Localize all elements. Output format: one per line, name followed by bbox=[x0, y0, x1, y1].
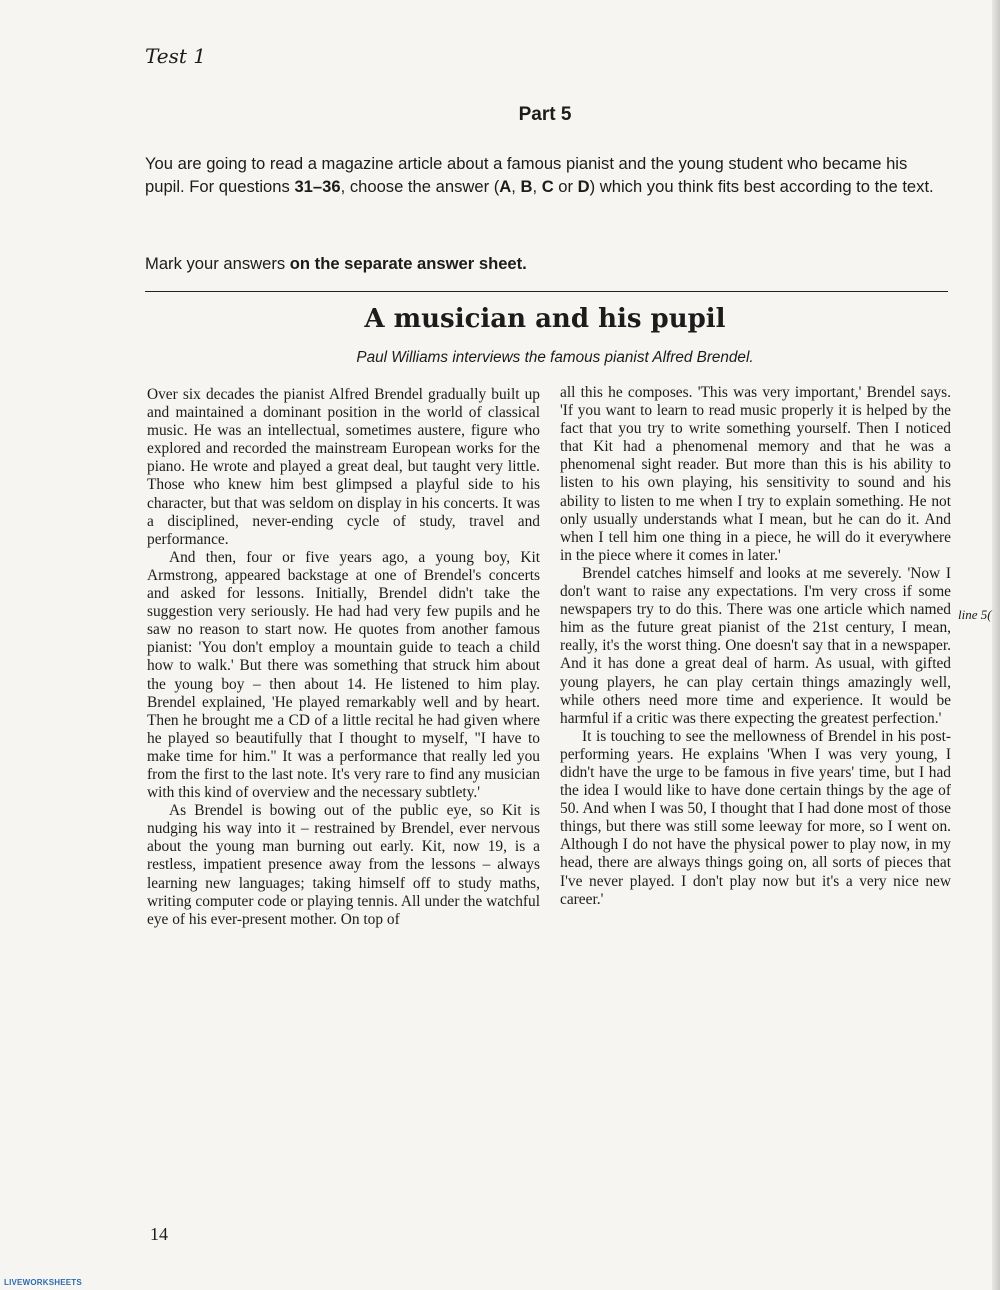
divider bbox=[145, 291, 948, 292]
separator: , bbox=[511, 177, 521, 196]
line-marker: line 5( bbox=[958, 607, 992, 622]
paragraph: Over six decades the pianist Alfred Brendel gradually built up and maintained a dominant position in the world of classical music. He was an intellectual, sometimes austere, figure who explored and recorded the mainstream European works for the piano. He wrote and played a great deal, but taught very little. Those who knew him best glimpsed a playful side to his character, but that was seldom on display in his concerts. It was a disciplined, never-ending cycle of study, travel and performance. bbox=[147, 386, 540, 548]
instructions-text: You are going to read a magazine article about a famous pianist and the young student who became his pupil. For questions bbox=[145, 154, 908, 196]
paragraph: all this he composes. 'This was very important,' Brendel says. 'If you want to learn to read music properly it is helped by the fact that you try to write something yourself. Then I noticed that Kit had a phenomenal memory and that he was a phenomenal sight reader. But more than this is his ability to listen to his own playing, his sensitivity to sound and his ability to listen to me when I try to explain something. He not only usually understands what I mean, but he can do it. And when I tell him one thing in a piece, he will do it everywhere in the piece where it comes in later.' bbox=[560, 384, 951, 564]
option-b: B bbox=[520, 177, 533, 196]
instructions-text: , choose the answer ( bbox=[340, 177, 500, 196]
separator: , bbox=[532, 177, 542, 196]
mark-answers-instruction bbox=[145, 254, 527, 274]
paragraph: And then, four or five years ago, a young boy, Kit Armstrong, appeared backstage at one of Brendel's concerts and asked for lessons. Initially, Brendel didn't take the suggestion very seriously. He had had very few pupils and he saw no reason to start now. He quotes from another famous pianist: 'You don't employ a mountain guide to teach a child how to walk.' But there was something that struck him about the young boy – then about 14. He listened to him play. Brendel explained, 'He played remarkably well and by heart. Then he brought me a CD of a little recital he had given where he played so beautifully that I thought to myself, "I have to make time for him." It was a performance that really led you from the first to the last note. It's very rare to find any musician with this kind of overview and the necessary subtlety.' bbox=[147, 548, 540, 802]
option-d: D bbox=[577, 177, 590, 196]
instructions-text: or bbox=[553, 177, 578, 196]
mark-bold: on the separate answer sheet. bbox=[289, 254, 527, 273]
liveworksheets-logo: LIVEWORKSHEETS bbox=[4, 1278, 82, 1287]
option-a: A bbox=[499, 177, 512, 196]
article-right-column bbox=[560, 384, 951, 909]
part-title: Part 5 bbox=[518, 104, 572, 125]
article-title: A musician and his pupil bbox=[364, 304, 726, 334]
mark-prefix: Mark your answers bbox=[145, 254, 290, 273]
instructions-text: ) which you think fits best according to the text. bbox=[589, 177, 934, 196]
test-label: Test 1 bbox=[145, 44, 207, 68]
paragraph: Brendel catches himself and looks at me severely. 'Now I don't want to raise any expectations. I'm very cross if some newspapers try to do this. There was one article which named him as the future great pianist of the 21st century, I mean, really, it's the worst thing. One doesn't say that in a newspaper. And it has done a great deal of harm. As usual, with gifted young players, he can play certain things amazingly well, while others need more time and experience. It would be harmful if a critic was there expecting the greatest perfection.' bbox=[560, 564, 951, 727]
article-subtitle: Paul Williams interviews the famous pianist Alfred Brendel. bbox=[356, 349, 754, 366]
option-c: C bbox=[541, 177, 554, 196]
page-number: 14 bbox=[150, 1224, 168, 1244]
instructions bbox=[145, 152, 950, 198]
article-left-column bbox=[147, 386, 540, 929]
paragraph: It is touching to see the mellowness of Brendel in his post-performing years. He explains 'When I was very young, I didn't have the urge to be famous in five years' time, but I had the idea I would like to have done certain things by the age of 50. And when I was 50, I thought that I had done most of those things, but there was still some leeway for more, so I went on. Although I do not have the physical power to play now, in my head, there are always things going on, all sorts of pieces that I've never played. I don't play now but it's a very nice new career.' bbox=[560, 727, 951, 908]
questions-range: 31–36 bbox=[294, 177, 341, 196]
paragraph: As Brendel is bowing out of the public eye, so Kit is nudging his way into it – restrained by Brendel, ever nervous about the young man burning out early. Kit, now 19, is a restless, impatient presence away from the lessons – always learning new languages; taking himself off to study maths, writing computer code or playing tennis. All under the watchful eye of his ever-present mother. On top of bbox=[147, 802, 540, 928]
page-edge-shadow bbox=[992, 0, 1000, 1290]
